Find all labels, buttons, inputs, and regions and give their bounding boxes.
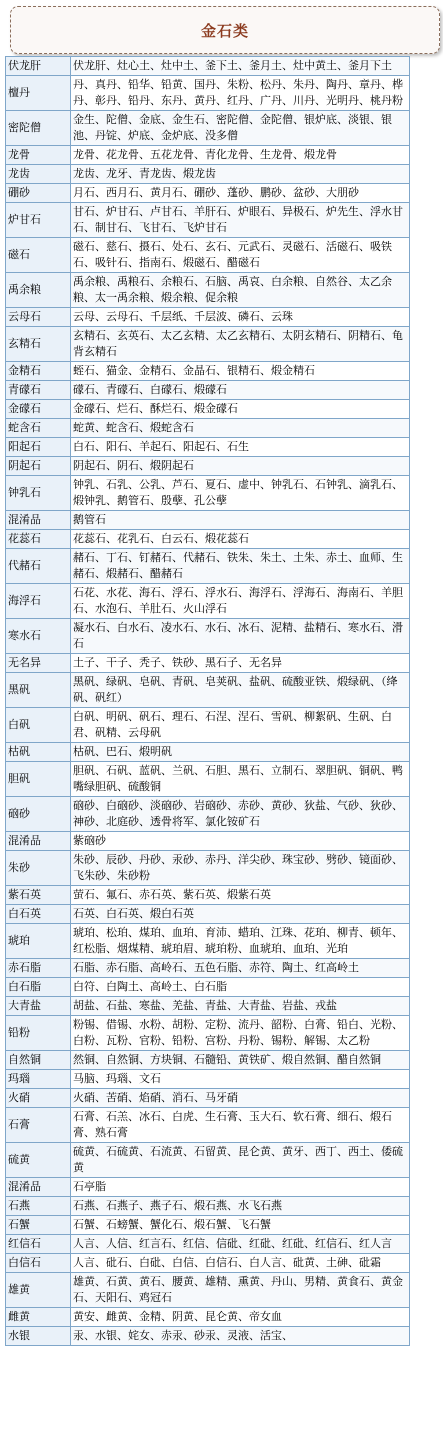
row-aliases: 石燕、石燕子、燕子石、煅石燕、水飞石燕	[71, 1197, 410, 1216]
row-name: 混淆品	[6, 511, 71, 530]
row-aliases: 粉锡、借锡、水粉、胡粉、定粉、流丹、韶粉、白膏、铅白、光粉、白粉、瓦粉、官粉、铅粉、宫粉、丹粉、锡粉、解锡、太乙粉	[71, 1016, 410, 1051]
row-aliases: 马脑、玛瑙、文石	[71, 1070, 410, 1089]
row-aliases: 赭石、丁石、钉赭石、代赭石、铁朱、朱土、土朱、赤土、血师、生赭石、煅赭石、醋赭石	[71, 549, 410, 584]
row-name: 无名异	[6, 654, 71, 673]
table-row	[6, 57, 410, 76]
row-name: 混淆品	[6, 1178, 71, 1197]
table-row	[6, 238, 410, 273]
row-name: 铅粉	[6, 1016, 71, 1051]
row-name: 石蟹	[6, 1216, 71, 1235]
table-row	[6, 1308, 410, 1327]
row-name: 石膏	[6, 1108, 71, 1143]
table-row	[6, 619, 410, 654]
row-name: 白石脂	[6, 978, 71, 997]
header-box	[10, 6, 440, 54]
row-aliases: 枯矾、巴石、煅明矾	[71, 743, 410, 762]
table-row	[6, 327, 410, 362]
row-aliases: 雄黄、石黄、黄石、腰黄、雄精、熏黄、丹山、男精、黄食石、黄金石、天阳石、鸡冠石	[71, 1273, 410, 1308]
table-row	[6, 673, 410, 708]
row-aliases: 黑矾、绿矾、皂矾、青矾、皂荚矾、盐矾、硫酸亚铁、煅绿矾、（绛矾、矾红）	[71, 673, 410, 708]
row-name: 阳起石	[6, 438, 71, 457]
row-name: 代赭石	[6, 549, 71, 584]
table-row	[6, 1089, 410, 1108]
table-row	[6, 419, 410, 438]
table-row	[6, 997, 410, 1016]
row-aliases: 石英、白石英、煅白石英	[71, 905, 410, 924]
row-name: 密陀僧	[6, 111, 71, 146]
table-row	[6, 549, 410, 584]
row-aliases: 丹、真丹、铅华、铅黄、国丹、朱粉、松丹、朱丹、陶丹、章丹、桦丹、彰丹、铅丹、东丹、黄丹、红丹、广丹、川丹、光明丹、桃丹粉	[71, 76, 410, 111]
row-aliases: 萤石、氟石、赤石英、紫石英、煅紫石英	[71, 886, 410, 905]
row-name: 蛇含石	[6, 419, 71, 438]
table-row	[6, 362, 410, 381]
row-aliases: 白矾、明矾、矾石、理石、石涅、涅石、雪矾、柳絮矾、生矾、白君、矾精、云母矾	[71, 708, 410, 743]
row-name: 石燕	[6, 1197, 71, 1216]
row-aliases: 胆矾、石矾、蓝矾、兰矾、石胆、黑石、立制石、翠胆矾、铜矾、鸭嘴绿胆矾、硫酸铜	[71, 762, 410, 797]
row-name: 朱砂	[6, 851, 71, 886]
row-name: 白石英	[6, 905, 71, 924]
table-row	[6, 1016, 410, 1051]
row-aliases: 人言、人信、红言石、红信、信砒、红砒、红砒、红信石、红人言	[71, 1235, 410, 1254]
table-row	[6, 438, 410, 457]
row-aliases: 钟乳、石乳、公乳、芦石、夏石、虚中、钟乳石、石钟乳、滴乳石、煅钟乳、鹅管石、殷孽、孔公孽	[71, 476, 410, 511]
table-row	[6, 959, 410, 978]
table-row	[6, 1254, 410, 1273]
row-name: 寒水石	[6, 619, 71, 654]
row-aliases: 朱砂、辰砂、丹砂、汞砂、赤丹、洋尖砂、珠宝砂、劈砂、镜面砂、飞朱砂、朱砂粉	[71, 851, 410, 886]
table-row	[6, 743, 410, 762]
row-name: 红信石	[6, 1235, 71, 1254]
row-name: 硼砂	[6, 184, 71, 203]
table-row	[6, 1178, 410, 1197]
row-aliases: 花蕊石、花乳石、白云石、煅花蕊石	[71, 530, 410, 549]
table-row	[6, 1070, 410, 1089]
row-aliases: 石脂、赤石脂、高岭石、五色石脂、赤符、陶土、红高岭土	[71, 959, 410, 978]
table-row	[6, 1108, 410, 1143]
row-name: 龙齿	[6, 165, 71, 184]
row-name: 檀丹	[6, 76, 71, 111]
table-row	[6, 184, 410, 203]
table-row	[6, 1273, 410, 1308]
row-aliases: 阴起石、阴石、煅阴起石	[71, 457, 410, 476]
row-name: 枯矾	[6, 743, 71, 762]
row-aliases: 鹅管石	[71, 511, 410, 530]
table-row	[6, 1143, 410, 1178]
row-aliases: 蛇黄、蛇含石、煅蛇含石	[71, 419, 410, 438]
row-name: 钟乳石	[6, 476, 71, 511]
row-aliases: 礞石、青礞石、白礞石、煅礞石	[71, 381, 410, 400]
row-aliases: 黄安、雌黄、金精、阴黄、昆仑黄、帝女血	[71, 1308, 410, 1327]
table-row	[6, 1197, 410, 1216]
table-row	[6, 584, 410, 619]
table-row	[6, 708, 410, 743]
row-name: 紫石英	[6, 886, 71, 905]
table-row	[6, 905, 410, 924]
row-name: 大青盐	[6, 997, 71, 1016]
row-name: 水银	[6, 1327, 71, 1346]
row-aliases: 汞、水银、姹女、赤汞、砂汞、灵液、活宝、	[71, 1327, 410, 1346]
row-name: 火硝	[6, 1089, 71, 1108]
row-aliases: 磁石、慈石、摄石、处石、玄石、元武石、灵磁石、活磁石、吸铁石、吸针石、指南石、煅磁石、醋磁石	[71, 238, 410, 273]
row-name: 金礞石	[6, 400, 71, 419]
row-aliases: 土子、干子、秃子、铁砂、黑石子、无名异	[71, 654, 410, 673]
row-name: 雄黄	[6, 1273, 71, 1308]
row-name: 青礞石	[6, 381, 71, 400]
row-name: 玛瑙	[6, 1070, 71, 1089]
table-row	[6, 832, 410, 851]
row-name: 硇砂	[6, 797, 71, 832]
table-row	[6, 1216, 410, 1235]
table-row	[6, 273, 410, 308]
row-aliases: 白符、白陶土、高岭土、白石脂	[71, 978, 410, 997]
table-row	[6, 165, 410, 184]
table-row	[6, 924, 410, 959]
row-name: 海浮石	[6, 584, 71, 619]
row-name: 混淆品	[6, 832, 71, 851]
row-aliases: 琥珀、松珀、煤珀、血珀、育沛、蜡珀、江珠、花珀、柳青、顿年、红松脂、烟煤精、琥珀眉、琥珀粉、血琥珀、血珀、光珀	[71, 924, 410, 959]
row-aliases: 石花、水花、海石、浮石、浮水石、海浮石、浮海石、海南石、羊胆石、水泡石、羊肚石、火山浮石	[71, 584, 410, 619]
row-aliases: 然铜、自然铜、方块铜、石髓铅、黄铁矿、煅自然铜、醋自然铜	[71, 1051, 410, 1070]
row-name: 胆矾	[6, 762, 71, 797]
row-aliases: 石膏、石羔、冰石、白虎、生石膏、玉大石、软石膏、细石、煅石膏、熟石膏	[71, 1108, 410, 1143]
row-aliases: 金生、陀僧、金底、金生石、密陀僧、金陀僧、银炉底、淡银、银池、丹锭、炉底、金炉底、没多僧	[71, 111, 410, 146]
table-row	[6, 400, 410, 419]
table-row	[6, 511, 410, 530]
table-row	[6, 457, 410, 476]
row-aliases: 龙骨、花龙骨、五花龙骨、青化龙骨、生龙骨、煅龙骨	[71, 146, 410, 165]
row-name: 白矾	[6, 708, 71, 743]
row-aliases: 月石、西月石、黄月石、硼砂、蓬砂、鹏砂、盆砂、大朋砂	[71, 184, 410, 203]
row-name: 赤石脂	[6, 959, 71, 978]
row-aliases: 人言、砒石、白砒、白信、白信石、白人言、砒黄、土砷、砒霜	[71, 1254, 410, 1273]
table-row	[6, 111, 410, 146]
table-row	[6, 654, 410, 673]
row-aliases: 甘石、炉甘石、卢甘石、羊肝石、炉眼石、异极石、炉先生、浮水甘石、制甘石、飞甘石、飞炉甘石	[71, 203, 410, 238]
row-name: 黑矾	[6, 673, 71, 708]
herb-alias-table	[5, 56, 410, 1346]
row-name: 伏龙肝	[6, 57, 71, 76]
row-name: 白信石	[6, 1254, 71, 1273]
row-name: 雌黄	[6, 1308, 71, 1327]
row-aliases: 禹余粮、禹粮石、余粮石、石脑、禹哀、白余粮、自然谷、太乙余粮、太一禹余粮、煅余粮、促余粮	[71, 273, 410, 308]
table-row	[6, 530, 410, 549]
table-row	[6, 851, 410, 886]
table-row	[6, 797, 410, 832]
row-aliases: 石亭脂	[71, 1178, 410, 1197]
table-row	[6, 1235, 410, 1254]
row-name: 阴起石	[6, 457, 71, 476]
table-row	[6, 203, 410, 238]
row-aliases: 龙齿、龙牙、青龙齿、煅龙齿	[71, 165, 410, 184]
row-aliases: 金礞石、烂石、酥烂石、煅金礞石	[71, 400, 410, 419]
table-body	[6, 57, 410, 1346]
row-name: 自然铜	[6, 1051, 71, 1070]
row-aliases: 火硝、苦硝、焰硝、消石、马牙硝	[71, 1089, 410, 1108]
row-name: 禹余粮	[6, 273, 71, 308]
row-aliases: 白石、阳石、羊起石、阳起石、石生	[71, 438, 410, 457]
row-aliases: 凝水石、白水石、凌水石、水石、冰石、泥精、盐精石、寒水石、滑石	[71, 619, 410, 654]
row-name: 硫黄	[6, 1143, 71, 1178]
row-name: 金精石	[6, 362, 71, 381]
table-row	[6, 381, 410, 400]
row-aliases: 玄精石、玄英石、太乙玄精、太乙玄精石、太阴玄精石、阴精石、龟背玄精石	[71, 327, 410, 362]
table-row	[6, 1327, 410, 1346]
row-name: 花蕊石	[6, 530, 71, 549]
table-row	[6, 762, 410, 797]
row-name: 云母石	[6, 308, 71, 327]
row-aliases: 紫硇砂	[71, 832, 410, 851]
row-aliases: 蛭石、猫金、金精石、金晶石、银精石、煅金精石	[71, 362, 410, 381]
table-row	[6, 76, 410, 111]
row-aliases: 硫黄、石硫黄、石流黄、石留黄、昆仑黄、黄牙、西丁、西土、倭硫黄	[71, 1143, 410, 1178]
row-name: 琥珀	[6, 924, 71, 959]
table-row	[6, 308, 410, 327]
row-aliases: 云母、云母石、千层纸、千层波、磷石、云珠	[71, 308, 410, 327]
row-name: 炉甘石	[6, 203, 71, 238]
row-name: 磁石	[6, 238, 71, 273]
page-title: 金石类	[200, 22, 249, 40]
row-aliases: 伏龙肝、灶心土、灶中土、釜下土、釜月土、灶中黄土、釜月下土	[71, 57, 410, 76]
row-name: 玄精石	[6, 327, 71, 362]
row-aliases: 胡盐、石盐、寒盐、羌盐、青盐、大青盐、岩盐、戎盐	[71, 997, 410, 1016]
table-row	[6, 146, 410, 165]
row-aliases: 石蟹、石螃蟹、蟹化石、煅石蟹、飞石蟹	[71, 1216, 410, 1235]
table-row	[6, 886, 410, 905]
table-row	[6, 476, 410, 511]
header	[0, 0, 443, 62]
table-row	[6, 1051, 410, 1070]
row-aliases: 硇砂、白硇砂、淡硇砂、岩硇砂、赤砂、黄砂、狄盐、气砂、狄砂、神砂、北庭砂、透骨将军、氯化铵矿石	[71, 797, 410, 832]
table-row	[6, 978, 410, 997]
row-name: 龙骨	[6, 146, 71, 165]
